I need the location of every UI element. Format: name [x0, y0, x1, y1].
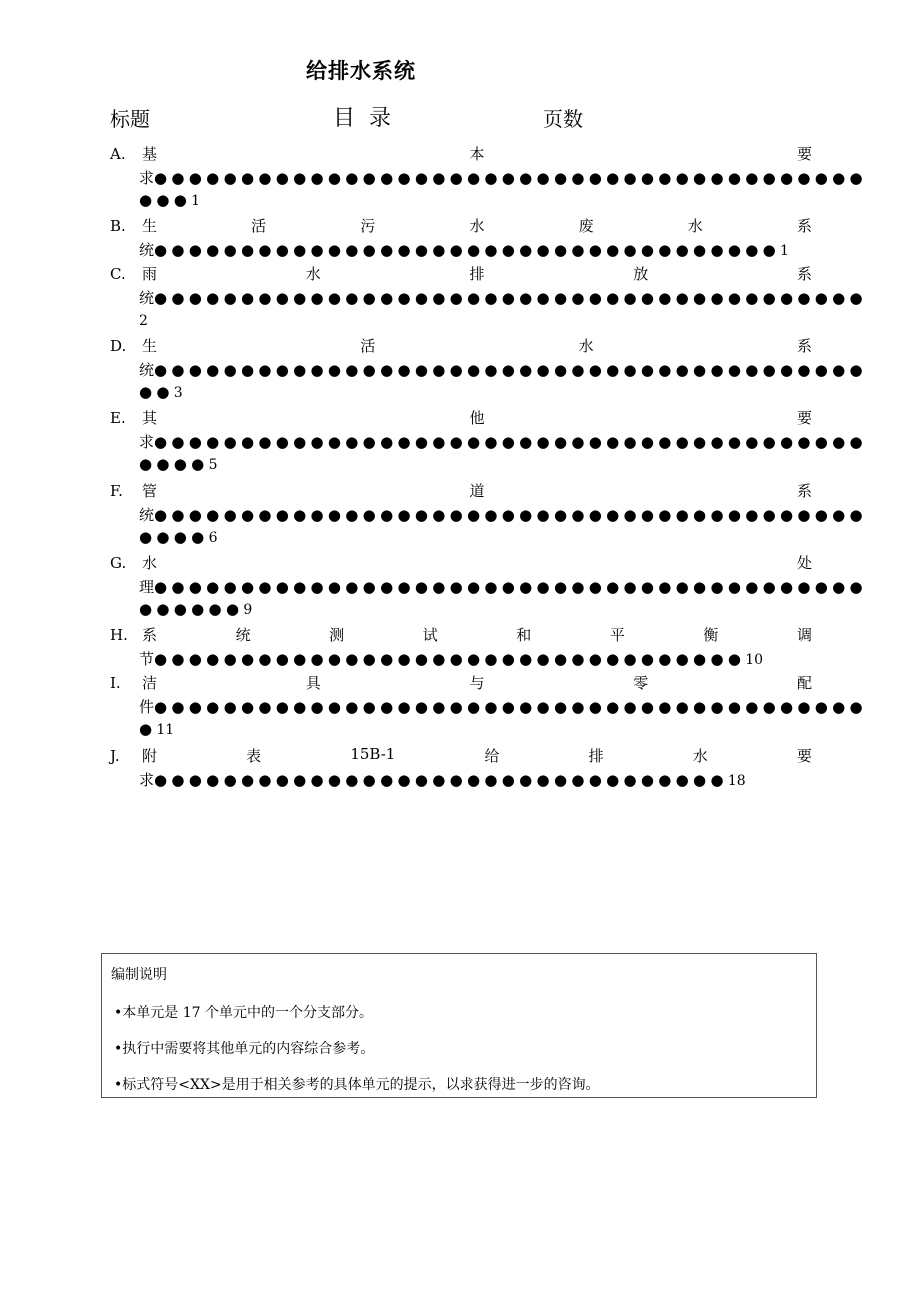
toc-entry-title-char: 调 [796, 626, 812, 644]
toc-entry-title-char: 道 [469, 482, 485, 500]
toc-page-number: 1 [780, 243, 789, 259]
dot-leader: ●●●●●●●●●●●●●●●●●●●●●●●●●●●●●●●●●●●●●●●●● [154, 433, 867, 451]
toc-entry-title-char: 活 [360, 337, 376, 355]
toc-entry-lead-char: 节 [139, 650, 155, 668]
toc-entry-leader-line [139, 383, 183, 405]
toc-page-number: 1 [191, 193, 201, 209]
toc-entry-title-char: 平 [609, 626, 625, 644]
toc-entry-leader-line [139, 769, 746, 791]
toc-page-number: 10 [745, 652, 764, 668]
toc-entry-title-char: 要 [796, 145, 812, 163]
toc-entry-title-char: 放 [633, 265, 649, 283]
toc-entry-title [142, 215, 812, 236]
dot-leader: ●● [139, 383, 174, 401]
toc-entry-title-char: 水 [305, 265, 321, 283]
toc-entry-letter: B. [110, 217, 126, 235]
toc-entry-title-char: 水 [692, 747, 708, 765]
toc-entry-title-char: 试 [422, 626, 438, 644]
dot-leader: ●●●●●●●●●●●●●●●●●●●●●●●●●●●●●●●●● [154, 771, 728, 789]
toc-entry-letter: A. [110, 145, 126, 163]
page-column-header: 页数 [543, 107, 583, 131]
toc-entry-title-char: 他 [469, 409, 485, 427]
note-item: •本单元是 17 个单元中的一个分支部分。 [114, 1005, 373, 1021]
toc-entry-title-char: 给 [484, 747, 500, 765]
dot-leader: ●●●●●● [139, 600, 244, 618]
toc-entry-lead-char: 统 [139, 361, 155, 379]
toc-entry-title-char: 系 [142, 626, 158, 644]
toc-entry-leader-line [139, 455, 217, 477]
toc-entry-title-char: 系 [796, 482, 812, 500]
toc-entry-title-char: 生 [142, 337, 158, 355]
toc-entry-title-char: 污 [360, 217, 376, 235]
toc-entry-lead-char: 统 [139, 289, 155, 307]
toc-entry-lead-char: 理 [139, 578, 155, 596]
toc-entry-lead-char: 件 [139, 698, 155, 716]
dot-leader: ●●● [139, 191, 192, 209]
dot-leader: ●●●●●●●●●●●●●●●●●●●●●●●●●●●●●●●●●● [154, 650, 746, 668]
toc-entry-leader-line [139, 720, 174, 742]
toc-entry-title-char: 附 [142, 747, 158, 765]
toc-entry-leader-line [139, 576, 867, 598]
toc-entry-title [142, 335, 812, 356]
toc-page-number: 6 [208, 530, 218, 546]
toc-entry-heading-line [110, 215, 812, 237]
contents-header: 目录 [333, 106, 406, 131]
toc-entry-title-char: 统 [235, 626, 251, 644]
toc-entry-heading-line [110, 672, 812, 694]
toc-entry-letter: C. [110, 265, 126, 283]
toc-entry-title-char: 洁 [142, 674, 158, 692]
toc-entry-heading-line [110, 552, 812, 574]
toc-entry-title [142, 407, 812, 428]
toc-entry-title-char: 测 [329, 626, 345, 644]
dot-leader: ●●●●●●●●●●●●●●●●●●●●●●●●●●●●●●●●●●●●●●●●● [154, 506, 867, 524]
toc-entry-title-char: 水 [142, 554, 158, 572]
toc-entry-title-char: 排 [469, 265, 485, 283]
dot-leader: ●●●●●●●●●●●●●●●●●●●●●●●●●●●●●●●●●●●● [154, 241, 780, 259]
title-column-header: 标题 [110, 107, 150, 131]
dot-leader: ●●●●●●●●●●●●●●●●●●●●●●●●●●●●●●●●●●●●●●●●● [154, 698, 867, 716]
toc-page-number: 5 [208, 457, 218, 473]
toc-entry-title [142, 745, 812, 766]
dot-leader: ●●●● [139, 528, 209, 546]
toc-entry-title-char: 其 [142, 409, 158, 427]
toc-entry-lead-char: 求 [139, 169, 155, 187]
toc-entry-letter: E. [110, 409, 126, 427]
toc-entry-heading-line [110, 263, 812, 285]
dot-leader: ●●●●●●●●●●●●●●●●●●●●●●●●●●●●●●●●●●●●●●●●● [154, 289, 867, 307]
toc-entry-title-char: 水 [469, 217, 485, 235]
toc-entry-lead-char: 统 [139, 506, 155, 524]
toc-page-number: 11 [156, 722, 175, 738]
toc-entry-title-char: 要 [796, 747, 812, 765]
toc-entry-title-char: 水 [578, 337, 594, 355]
note-item: •标式符号<XX>是用于相关参考的具体单元的提示，以求获得进一步的咨询。 [114, 1077, 600, 1093]
toc-entry-leader-line [139, 359, 867, 381]
toc-entry-title-char: 基 [142, 145, 158, 163]
toc-page-number: 9 [243, 602, 253, 618]
toc-entry-title-char: 废 [578, 217, 594, 235]
toc-entry-title-char: 15B-1 [350, 745, 396, 763]
toc-entry-title-char: 配 [796, 674, 812, 692]
toc-entry-title [142, 263, 812, 284]
toc-entry-leader-line [139, 600, 252, 622]
toc-entry-title-char: 零 [633, 674, 649, 692]
toc-entry-leader-line [139, 167, 867, 189]
note-item: •执行中需要将其他单元的内容综合参考。 [114, 1041, 375, 1057]
toc-entry-leader-line [139, 528, 217, 550]
dot-leader: ● [139, 720, 157, 738]
toc-entry-title-char: 排 [588, 747, 604, 765]
toc-entry-lead-char: 求 [139, 433, 155, 451]
document-title: 给排水系统 [306, 58, 416, 83]
toc-entry-leader-line [139, 696, 867, 718]
toc-page-number: 18 [727, 773, 746, 789]
toc-entry-title-char: 具 [305, 674, 321, 692]
toc-page-number: 3 [173, 385, 183, 401]
toc-entry-title [142, 552, 812, 573]
toc-entry-title-char: 管 [142, 482, 158, 500]
notes-title: 编制说明 [111, 967, 167, 983]
dot-leader: ●●●●●●●●●●●●●●●●●●●●●●●●●●●●●●●●●●●●●●●●● [154, 169, 867, 187]
toc-entry-title-char: 系 [796, 337, 812, 355]
toc-entry-title-char: 要 [796, 409, 812, 427]
toc-entry-title-char: 系 [796, 217, 812, 235]
toc-entry-title-char: 生 [142, 217, 158, 235]
toc-entry-lead-char: 求 [139, 771, 155, 789]
toc-entry-heading-line [110, 407, 812, 429]
toc-entry-heading-line [110, 143, 812, 165]
toc-entry-letter: D. [110, 337, 127, 355]
toc-entry-letter: G. [110, 554, 127, 572]
toc-entry-lead-char: 统 [139, 241, 155, 259]
toc-entry-title-char: 活 [251, 217, 267, 235]
toc-entry-title [142, 480, 812, 501]
toc-entry-letter: F. [110, 482, 123, 500]
toc-entry-leader-line [139, 287, 867, 309]
toc-entry-title-char: 和 [516, 626, 532, 644]
toc-entry-title-char: 衡 [703, 626, 719, 644]
toc-entry-title-char: 与 [469, 674, 485, 692]
toc-entry-letter: I. [110, 674, 121, 692]
toc-entry-heading-line [110, 745, 812, 767]
toc-entry-title-char: 处 [796, 554, 812, 572]
toc-entry-title [142, 624, 812, 645]
toc-entry-title-char: 雨 [142, 265, 158, 283]
compilation-notes-box [101, 953, 817, 1098]
toc-entry-letter: J. [110, 747, 120, 765]
toc-entry-heading-line [110, 480, 812, 502]
dot-leader: ●●●●●●●●●●●●●●●●●●●●●●●●●●●●●●●●●●●●●●●●● [154, 361, 867, 379]
dot-leader: ●●●● [139, 455, 209, 473]
toc-entry-title-char: 表 [246, 747, 262, 765]
toc-entry-title [142, 672, 812, 693]
toc-entry-leader-line [139, 648, 763, 670]
toc-entry-title-char: 水 [687, 217, 703, 235]
toc-entry-leader-line [139, 431, 867, 453]
toc-entry-leader-line [139, 504, 867, 526]
toc-entry-heading-line [110, 335, 812, 357]
toc-entry-letter: H. [110, 626, 128, 644]
dot-leader: ●●●●●●●●●●●●●●●●●●●●●●●●●●●●●●●●●●●●●●●●● [154, 578, 867, 596]
toc-entry-heading-line [110, 624, 812, 646]
toc-entry-title [142, 143, 812, 164]
toc-entry-leader-line [139, 239, 789, 261]
toc-entry-leader-line [139, 311, 148, 333]
toc-entry-title-char: 本 [469, 145, 485, 163]
toc-entry-leader-line [139, 191, 200, 213]
toc-page-number: 2 [139, 313, 148, 329]
toc-entry-title-char: 系 [796, 265, 812, 283]
